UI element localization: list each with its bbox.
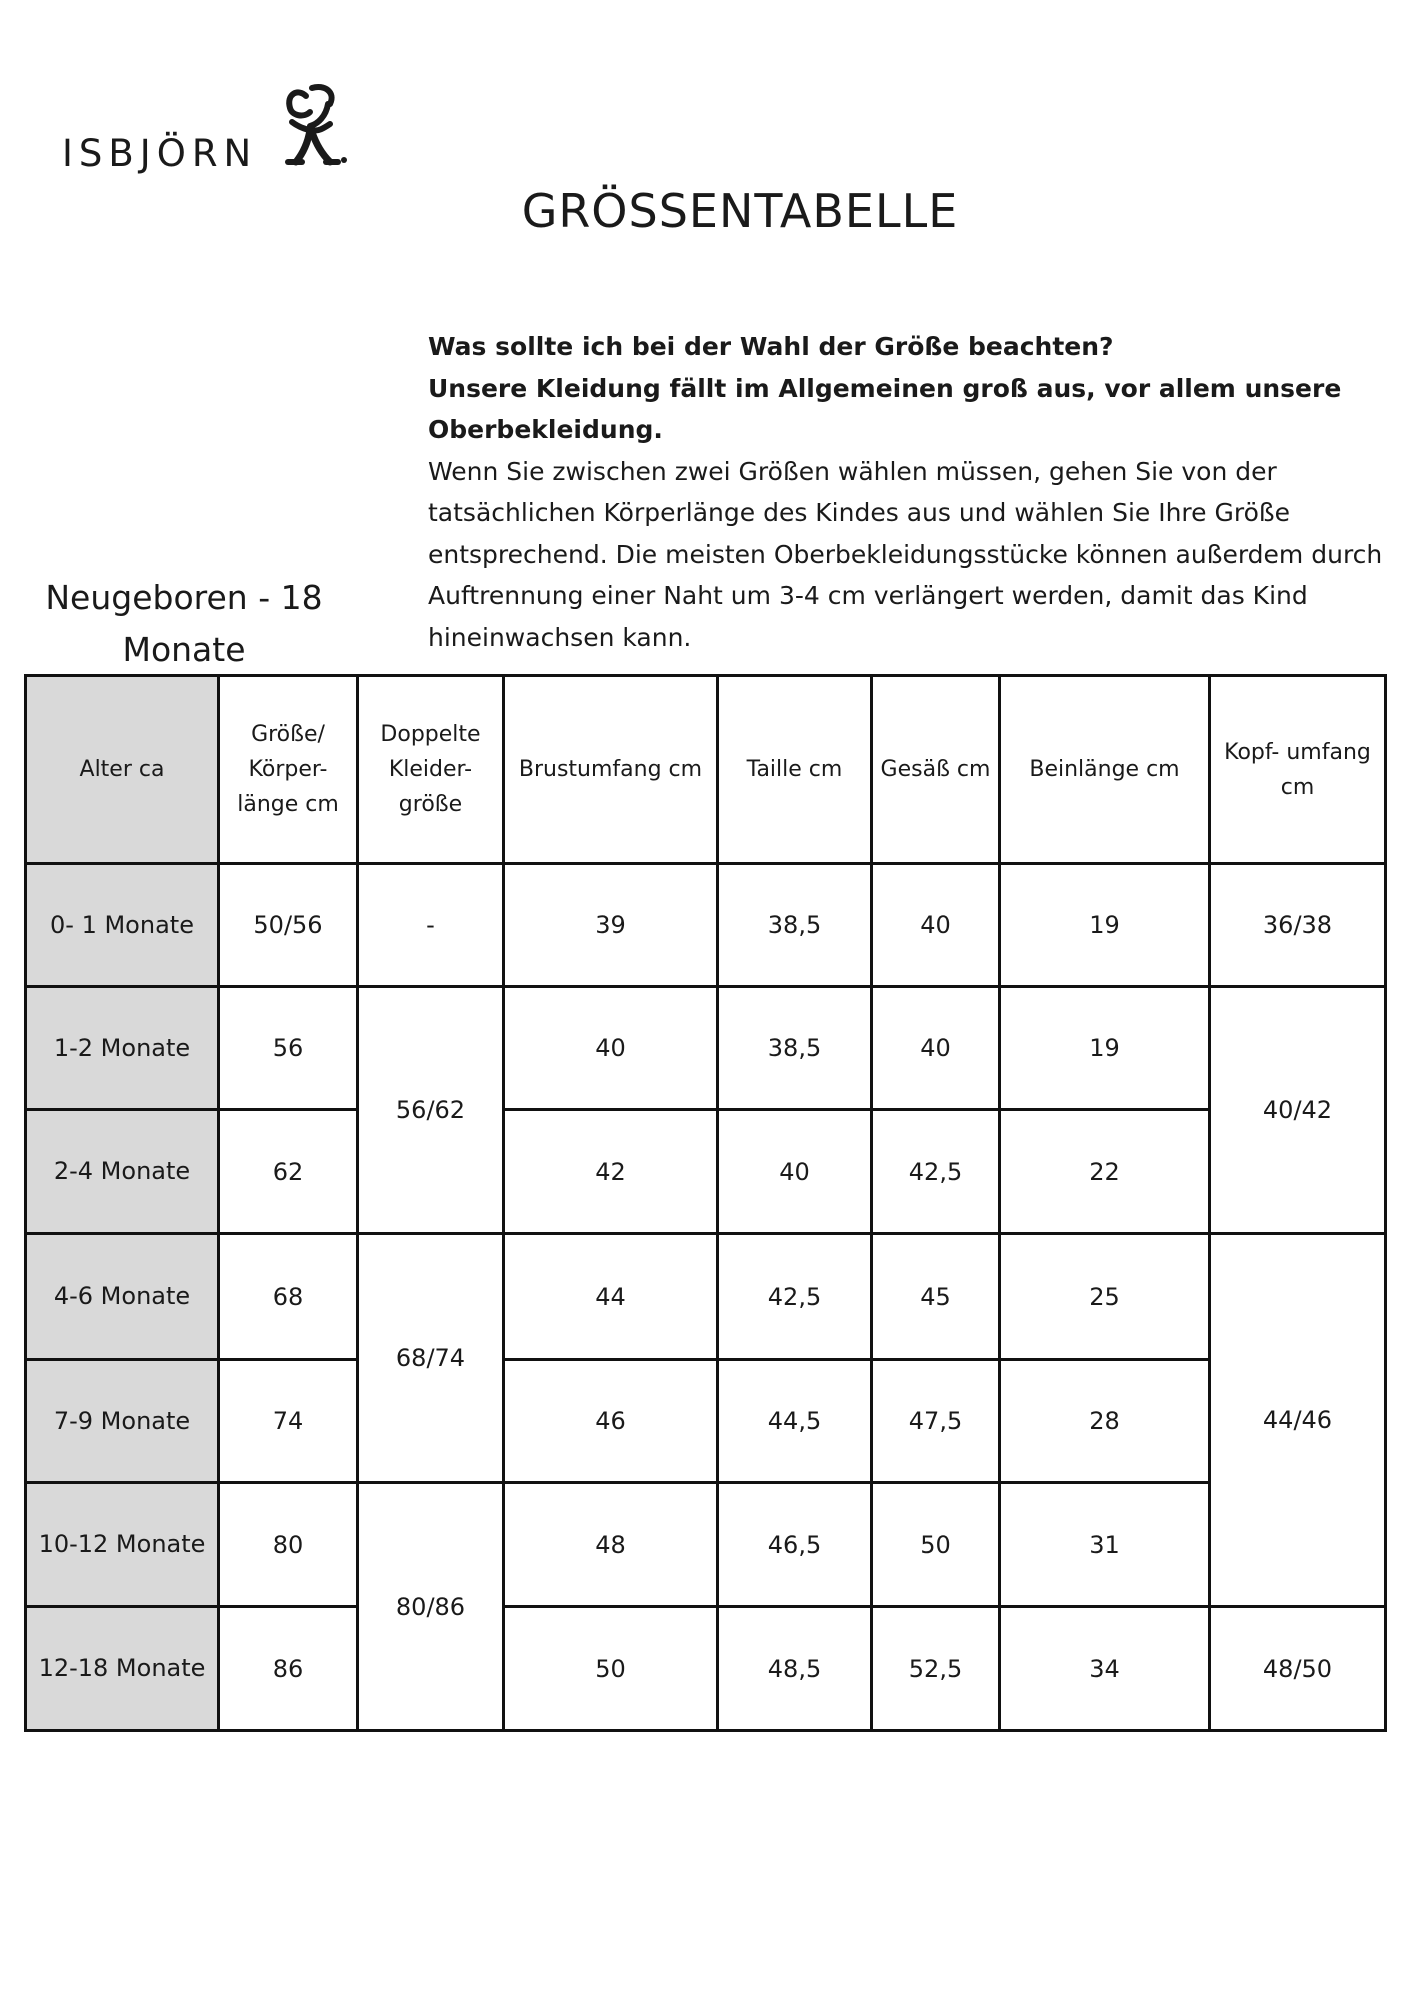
intro-question: Was sollte ich bei der Wahl der Größe beachten? <box>428 332 1114 361</box>
chest-cell: 42 <box>504 1110 718 1234</box>
chest-cell: 40 <box>504 987 718 1110</box>
table-row <box>26 1483 1386 1607</box>
head-cell: 36/38 <box>1210 864 1386 987</box>
size-cell: 50/56 <box>219 864 358 987</box>
intro-text <box>428 326 1388 658</box>
intro-body: Wenn Sie zwischen zwei Größen wählen müssen, gehen Sie von der tatsächlichen Körperlänge des Kindes aus und wählen Sie Ihre Größe entsprechend. Die meisten Oberbekleidungsstücke können außerdem durch Auftrennung einer Naht um 3-4 cm verlängert werden, damit das Kind hineinwachsen kann. <box>428 456 1383 652</box>
leg-cell: 25 <box>1000 1234 1210 1360</box>
header-chest: Brustumfang cm <box>504 676 718 864</box>
table-row <box>26 987 1386 1110</box>
table-row <box>26 1360 1386 1483</box>
leg-cell: 31 <box>1000 1483 1210 1607</box>
hip-cell: 42,5 <box>872 1110 1000 1234</box>
table-row <box>26 864 1386 987</box>
chest-cell: 44 <box>504 1234 718 1360</box>
table-row <box>26 1607 1386 1731</box>
table-row <box>26 1234 1386 1360</box>
head-cell: 44/46 <box>1210 1234 1386 1607</box>
double-size-cell: 80/86 <box>358 1483 504 1731</box>
leg-cell: 34 <box>1000 1607 1210 1731</box>
header-size: Größe/ Körper- länge cm <box>219 676 358 864</box>
header-double-size: Doppelte Kleider- größe <box>358 676 504 864</box>
leg-cell: 22 <box>1000 1110 1210 1234</box>
isbjorn-figure-icon <box>278 82 348 182</box>
size-cell: 86 <box>219 1607 358 1731</box>
hip-cell: 47,5 <box>872 1360 1000 1483</box>
hip-cell: 52,5 <box>872 1607 1000 1731</box>
size-cell: 68 <box>219 1234 358 1360</box>
waist-cell: 38,5 <box>718 864 872 987</box>
table-row <box>26 1110 1386 1234</box>
header-head: Kopf- umfang cm <box>1210 676 1386 864</box>
chest-cell: 46 <box>504 1360 718 1483</box>
double-size-cell: - <box>358 864 504 987</box>
age-cell: 2-4 Monate <box>26 1110 219 1234</box>
hip-cell: 40 <box>872 864 1000 987</box>
age-cell: 12-18 Monate <box>26 1607 219 1731</box>
chest-cell: 39 <box>504 864 718 987</box>
size-cell: 56 <box>219 987 358 1110</box>
chest-cell: 50 <box>504 1607 718 1731</box>
waist-cell: 40 <box>718 1110 872 1234</box>
size-cell: 80 <box>219 1483 358 1607</box>
waist-cell: 48,5 <box>718 1607 872 1731</box>
age-cell: 7-9 Monate <box>26 1360 219 1483</box>
age-cell: 1-2 Monate <box>26 987 219 1110</box>
double-size-cell: 56/62 <box>358 987 504 1234</box>
leg-cell: 19 <box>1000 987 1210 1110</box>
hip-cell: 40 <box>872 987 1000 1110</box>
leg-cell: 28 <box>1000 1360 1210 1483</box>
brand-logo <box>62 82 362 182</box>
waist-cell: 38,5 <box>718 987 872 1110</box>
range-title: Neugeboren - 18 Monate <box>45 578 323 669</box>
hip-cell: 50 <box>872 1483 1000 1607</box>
age-cell: 10-12 Monate <box>26 1483 219 1607</box>
size-cell: 62 <box>219 1110 358 1234</box>
head-cell: 40/42 <box>1210 987 1386 1234</box>
page-title: GRÖSSENTABELLE <box>521 184 959 238</box>
chest-cell: 48 <box>504 1483 718 1607</box>
age-cell: 4-6 Monate <box>26 1234 219 1360</box>
waist-cell: 44,5 <box>718 1360 872 1483</box>
size-table <box>24 674 1387 1732</box>
waist-cell: 42,5 <box>718 1234 872 1360</box>
leg-cell: 19 <box>1000 864 1210 987</box>
head-cell: 48/50 <box>1210 1607 1386 1731</box>
table-header-row <box>26 676 1386 864</box>
intro-bold-note: Unsere Kleidung fällt im Allgemeinen groß aus, vor allem unsere Oberbekleidung. <box>428 373 1342 444</box>
brand-name: ISBJÖRN <box>62 132 258 175</box>
header-age: Alter ca <box>26 676 219 864</box>
size-cell: 74 <box>219 1360 358 1483</box>
header-leg: Beinlänge cm <box>1000 676 1210 864</box>
age-cell: 0- 1 Monate <box>26 864 219 987</box>
header-waist: Taille cm <box>718 676 872 864</box>
header-hip: Gesäß cm <box>872 676 1000 864</box>
double-size-cell: 68/74 <box>358 1234 504 1483</box>
waist-cell: 46,5 <box>718 1483 872 1607</box>
hip-cell: 45 <box>872 1234 1000 1360</box>
